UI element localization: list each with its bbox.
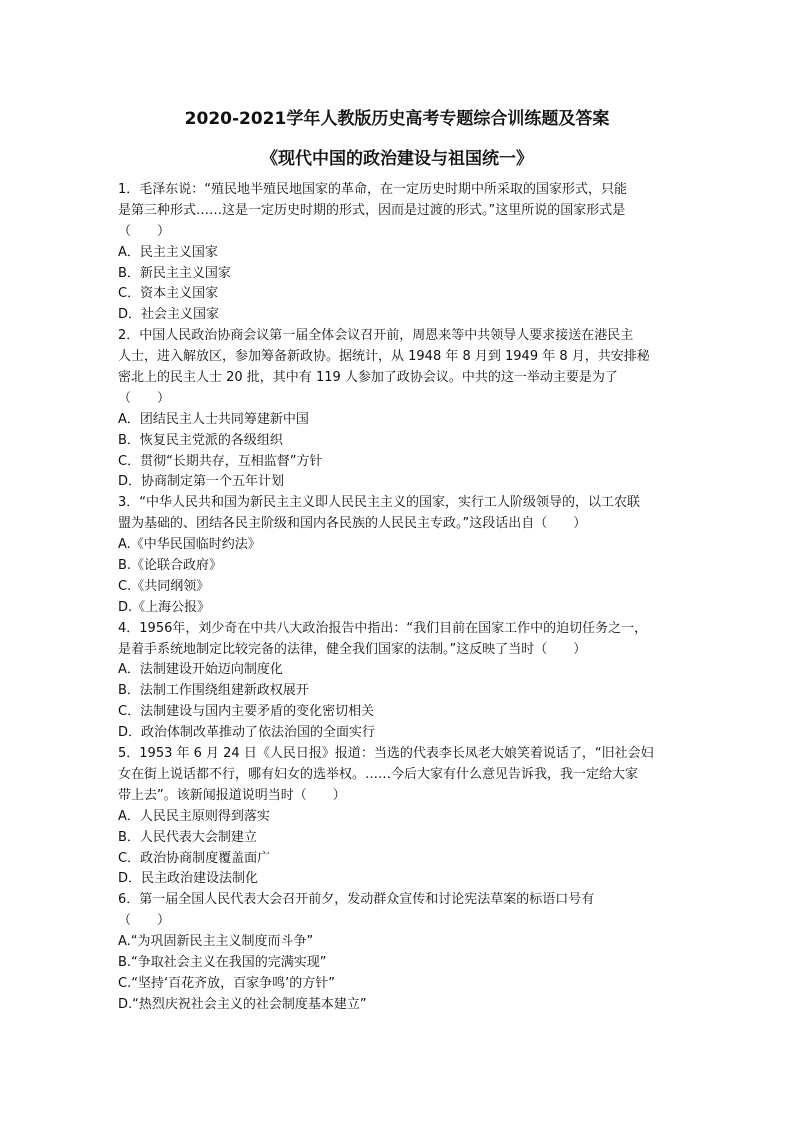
- option-a: A.“为巩固新民主主义制度而斗争”: [118, 934, 314, 950]
- option-c: C．法制建设与国内主要矛盾的变化密切相关: [118, 704, 375, 720]
- questions-list: [118, 180, 680, 1016]
- question-text-line: 盟为基础的、团结各民主阶级和国内各民族的人民民主专政。”这段话出自（ ）: [118, 516, 587, 532]
- option-d: D．政治体制改革推动了依法治国的全面实行: [118, 725, 376, 741]
- option-b: B．恢复民主党派的各级组织: [118, 432, 283, 448]
- question-text-line: 带上去”。该新闻报道说明当时（ ）: [118, 787, 346, 803]
- option-b: B.“争取社会主义在我国的完满实现”: [118, 954, 327, 970]
- option-d: D．社会主义国家: [118, 307, 220, 323]
- option-c: C.《共同纲领》: [118, 578, 210, 594]
- question-text-line: 1．毛泽东说：“殖民地半殖民地国家的革命，在一定历史时期中所采取的国家形式，只能: [118, 182, 628, 197]
- option-d: D.《上海公报》: [118, 599, 211, 615]
- option-b: B．新民主主义国家: [118, 265, 231, 281]
- question-text-line: （ ）: [118, 390, 171, 406]
- option-b: B．人民代表大会制建立: [118, 829, 257, 845]
- question-2: [118, 326, 680, 493]
- question-text-line: （ ）: [118, 913, 171, 929]
- question-text-line: 5．1953 年 6 月 24 日《人民日报》报道：当选的代表李长凤老大娘笑着说话了，“旧社会妇: [118, 746, 654, 762]
- question-6: [118, 890, 680, 1015]
- option-c: C．资本主义国家: [118, 286, 219, 302]
- question-text-line: 4．1956年，刘少奇在中共八大政治报告中指出：“我们目前在国家工作中的迫切任务之一，: [118, 620, 648, 636]
- question-text-line: 人士，进入解放区，参加筹备新政协。据统计，从 1948 年 8 月到 1949 年 8 月，共安排秘: [118, 349, 650, 365]
- question-text-line: 2．中国人民政治协商会议第一届全体会议召开前，周恩来等中共领导人要求接送在港民主: [118, 328, 634, 344]
- question-text-line: 3．“中华人民共和国为新民主主义即人民民主主义的国家，实行工人阶级领导的，以工农联: [118, 495, 641, 511]
- option-b: B.《论联合政府》: [118, 558, 223, 574]
- question-text-line: 是着手系统地制定比较完备的法律，健全我们国家的法制。”这反映了当时（ ）: [118, 641, 587, 657]
- question-3: [118, 493, 680, 618]
- question-4: [118, 619, 680, 744]
- question-5: [118, 744, 680, 890]
- question-text-line: 密北上的民主人士 20 批，其中有 119 人参加了政协会议。中共的这一举动主要是为了: [118, 370, 618, 386]
- question-text-line: （ ）: [118, 223, 171, 239]
- document-subtitle: 《现代中国的政治建设与祖国统一》: [261, 149, 533, 169]
- option-d: D．民主政治建设法制化: [118, 871, 259, 887]
- question-text-line: 女在街上说话都不行，哪有妇女的选举权。……今后大家有什么意见告诉我，我一定给大家: [118, 766, 639, 782]
- option-b: B．法制工作围绕组建新政权展开: [118, 683, 309, 699]
- question-1: [118, 180, 680, 326]
- option-d: D．协商制定第一个五年计划: [118, 474, 285, 490]
- document-title: 2020-2021学年人教版历史高考专题综合训练题及答案: [184, 109, 610, 129]
- question-text-line: 6．第一届全国人民代表大会召开前夕，发动群众宣传和讨论宪法草案的标语口号有: [118, 892, 595, 908]
- option-c: C．贯彻“长期共存，互相监督”方针: [118, 453, 323, 469]
- question-text-line: 是第三种形式……这是一定历史时期的形式，因而是过渡的形式。”这里所说的国家形式是: [118, 202, 626, 218]
- option-a: A．民主主义国家: [118, 244, 218, 260]
- option-a: A．法制建设开始迈向制度化: [118, 662, 283, 678]
- option-d: D.“热烈庆祝社会主义的社会制度基本建立”: [118, 996, 367, 1012]
- option-a: A．人民民主原则得到落实: [118, 808, 270, 824]
- option-c: C.“坚持‘百花齐放，百家争鸣’的方针”: [118, 975, 335, 991]
- option-a: A.《中华民国临时约法》: [118, 537, 261, 553]
- option-a: A．团结民主人士共同筹建新中国: [118, 411, 309, 427]
- option-c: C．政治协商制度覆盖面广: [118, 850, 271, 866]
